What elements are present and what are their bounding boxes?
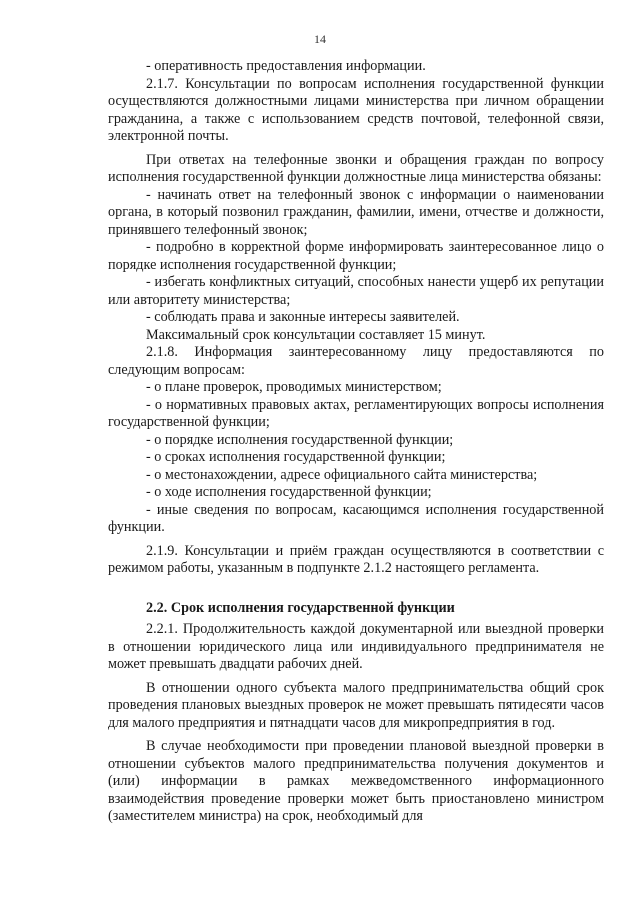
paragraph: 2.2.1. Продолжительность каждой документарной или выездной проверки в отношении юридического лица или индивидуального предпринимателя не может превышать двадцати рабочих дней.	[108, 621, 604, 672]
paragraph: - оперативность предоставления информации.	[146, 58, 426, 74]
list-item: - соблюдать права и законные интересы заявителей.	[146, 309, 460, 325]
page-number: 14	[314, 32, 326, 46]
list-item: - избегать конфликтных ситуаций, способных нанести ущерб их репутации или авторитету министерства;	[108, 274, 604, 308]
list-item: - о порядке исполнения государственной функции;	[146, 431, 454, 448]
paragraph: 2.1.8. Информация заинтересованному лицу предоставляются по следующим вопросам:	[108, 344, 604, 378]
list-item: - о ходе исполнения государственной функции;	[146, 484, 432, 500]
paragraph: В случае необходимости при проведении плановой выездной проверки в отношении субъектов малого предпринимательства получения документов и (или) информации в рамках межведомственного информационного взаимодействия проведение проверки может быть приостановлено министром (заместителем министра) на срок, необходимый для	[108, 738, 604, 824]
list-item: - о сроках исполнения государственной функции;	[146, 449, 446, 465]
section-heading: 2.2. Срок исполнения государственной функции	[146, 599, 455, 616]
list-item: - о местонахождении, адресе официального сайта министерства;	[146, 466, 538, 483]
paragraph: 2.1.9. Консультации и приём граждан осуществляются в соответствии с режимом работы, указанным в подпункте 2.1.2 настоящего регламента.	[108, 542, 604, 576]
list-item: - о плане проверок, проводимых министерством;	[146, 379, 442, 395]
paragraph: Максимальный срок консультации составляет 15 минут.	[146, 326, 486, 343]
list-item: - подробно в корректной форме информировать заинтересованное лицо о порядке исполнения государственной функции;	[108, 239, 604, 273]
list-item: - иные сведения по вопросам, касающимся исполнения государственной функции.	[108, 501, 604, 535]
paragraph: В отношении одного субъекта малого предпринимательства общий срок проведения плановых выездных проверок не может превышать пятидесяти часов для малого предприятия и пятнадцати часов для микропредприятия в год.	[108, 679, 604, 731]
paragraph: 2.1.7. Консультации по вопросам исполнения государственной функции осуществляются должностными лицами министерства при личном обращении гражданина, а также с использованием средств почтовой, телефонной связи, электронной почты.	[108, 75, 604, 144]
list-item: - начинать ответ на телефонный звонок с информации о наименовании органа, в который позвонил гражданин, фамилии, имени, отчестве и должности, принявшего телефонный звонок;	[108, 186, 604, 238]
paragraph: При ответах на телефонные звонки и обращения граждан по вопросу исполнения государственной функции должностные лица министерства обязаны:	[108, 151, 604, 185]
document-body	[108, 58, 604, 826]
list-item: - о нормативных правовых актах, регламентирующих вопросы исполнения государственной функции;	[108, 396, 604, 430]
